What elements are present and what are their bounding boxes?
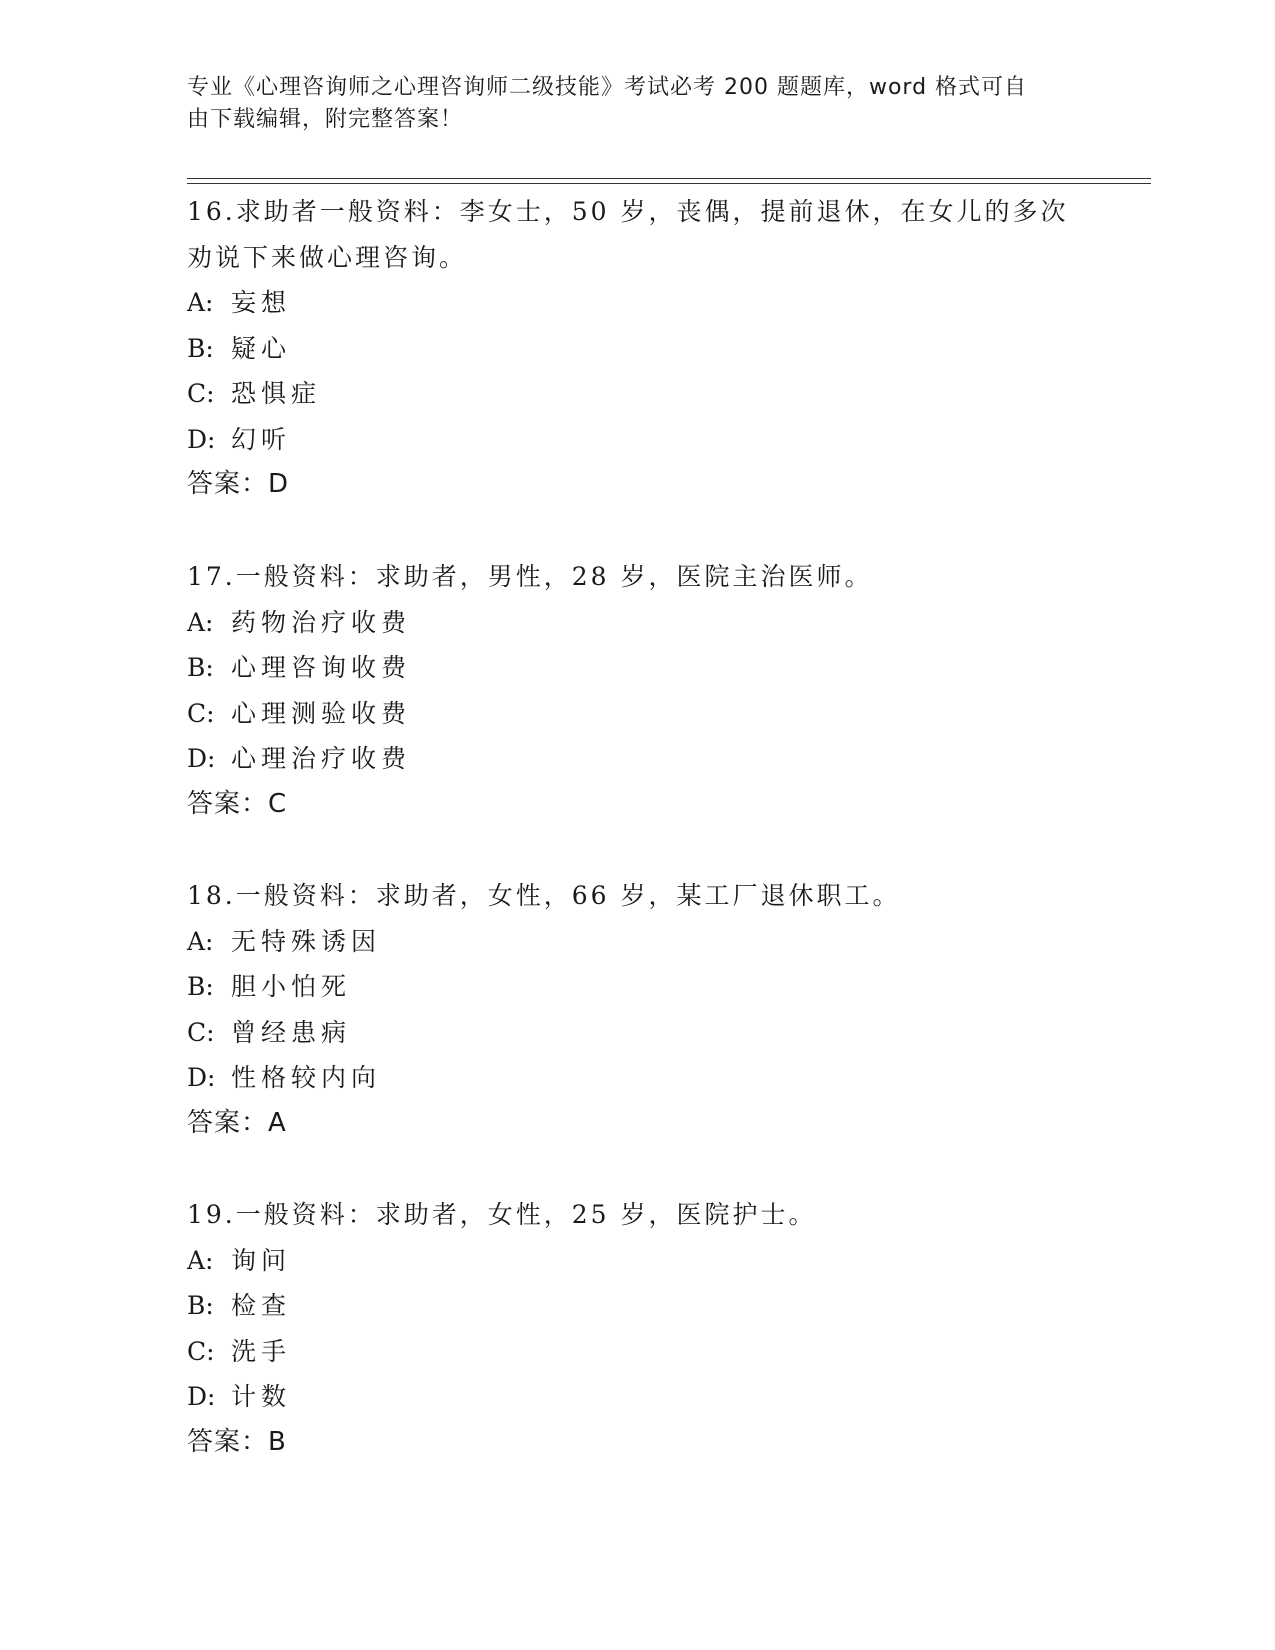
option-letter: D: — [187, 1382, 216, 1411]
answer-line: 答案：A — [187, 1107, 287, 1138]
option-text: 检查 — [231, 1291, 292, 1320]
question-stem-line: 18.一般资料：求助者，女性，66 岁，某工厂退休职工。 — [187, 881, 901, 910]
option-text: 妄想 — [231, 288, 292, 317]
option-letter: A: — [187, 288, 214, 317]
option-text: 恐惧症 — [231, 379, 322, 408]
option-text: 药物治疗收费 — [231, 607, 412, 637]
question-18 — [187, 873, 1087, 1146]
option-letter: B: — [187, 653, 214, 682]
question-stem-line: 17.一般资料：求助者，男性，28 岁，医院主治医师。 — [187, 562, 873, 591]
option-letter: B: — [187, 333, 214, 363]
question-stem-line: 16.求助者一般资料：李女士，50 岁，丧偶，提前退休，在女儿的多次 — [187, 197, 1069, 226]
option-letter: A: — [187, 607, 214, 637]
option-text: 无特殊诱因 — [231, 926, 382, 956]
option-b — [187, 326, 1087, 372]
option-text: 疑心 — [231, 333, 292, 363]
option-letter: C: — [187, 379, 215, 408]
option-a — [187, 1238, 1087, 1284]
header-line-1: 专业《心理咨询师之心理咨询师二级技能》考试必考 200 题题库，word 格式可自 — [187, 75, 1028, 100]
option-a — [187, 280, 1087, 326]
option-c — [187, 1010, 1087, 1056]
option-letter: B: — [187, 1291, 214, 1320]
option-letter: A: — [187, 926, 214, 956]
question-19 — [187, 1192, 1087, 1465]
answer-line: 答案：B — [187, 1426, 287, 1457]
option-text: 计数 — [231, 1382, 292, 1411]
option-d — [187, 1374, 1087, 1420]
answer-line: 答案：C — [187, 788, 288, 819]
option-d — [187, 736, 1087, 782]
option-text: 洗手 — [231, 1336, 292, 1366]
question-stem-line: 19.一般资料：求助者，女性，25 岁，医院护士。 — [187, 1200, 817, 1229]
option-a — [187, 919, 1087, 965]
option-c — [187, 691, 1087, 737]
option-letter: C: — [187, 1336, 215, 1366]
option-letter: B: — [187, 972, 214, 1001]
option-b — [187, 1283, 1087, 1329]
option-text: 性格较内向 — [231, 1063, 382, 1092]
option-b — [187, 645, 1087, 691]
option-text: 曾经患病 — [231, 1017, 352, 1047]
header-divider-bottom — [187, 183, 1151, 184]
option-c — [187, 371, 1087, 417]
option-text: 心理测验收费 — [231, 698, 412, 728]
option-b — [187, 964, 1087, 1010]
header-line-2: 由下载编辑，附完整答案！ — [187, 107, 464, 132]
question-stem-line: 劝说下来做心理咨询。 — [187, 242, 468, 272]
document-header — [187, 72, 1087, 136]
answer-line: 答案：D — [187, 469, 290, 499]
option-a — [187, 600, 1087, 646]
question-17 — [187, 554, 1087, 827]
option-d — [187, 1055, 1087, 1101]
header-divider-top — [187, 178, 1151, 179]
option-c — [187, 1329, 1087, 1375]
question-16 — [187, 189, 1087, 508]
option-letter: A: — [187, 1245, 214, 1275]
option-text: 心理咨询收费 — [231, 653, 412, 682]
option-text: 幻听 — [231, 424, 292, 454]
option-text: 询问 — [231, 1245, 292, 1275]
option-letter: D: — [187, 424, 216, 454]
option-letter: D: — [187, 1063, 216, 1092]
option-text: 心理治疗收费 — [231, 744, 412, 773]
option-letter: D: — [187, 744, 216, 773]
option-letter: C: — [187, 698, 215, 728]
option-text: 胆小怕死 — [231, 972, 352, 1001]
option-letter: C: — [187, 1017, 215, 1047]
option-d — [187, 417, 1087, 463]
